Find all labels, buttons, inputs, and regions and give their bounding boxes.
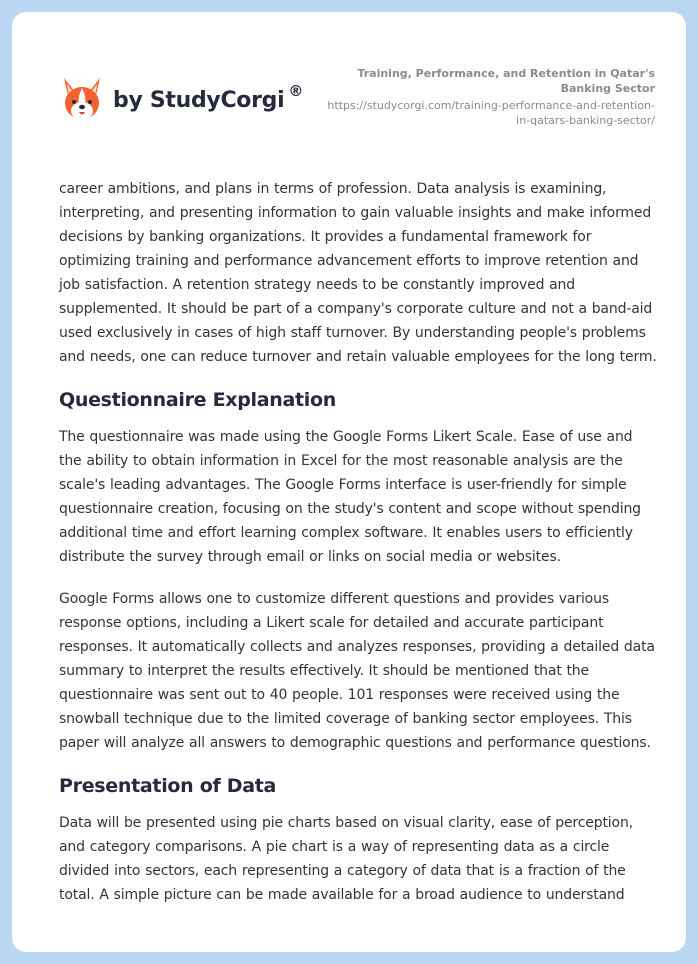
document-url-link[interactable]: https://studycorgi.com/training-performance-and-retention-in-qatars-banking-sector/ bbox=[327, 99, 655, 127]
section-heading-questionnaire: Questionnaire Explanation bbox=[59, 389, 336, 411]
studycorgi-logo[interactable] bbox=[60, 76, 303, 122]
body-paragraph: career ambitions, and plans in terms of profession. Data analysis is examining, interpreting, and presenting information to gain valuable insights and make informed decisions by banking organizations. It provides a fundamental framework for optimizing training and performance advancement efforts to improve retention and job satisfaction. A retention strategy needs to be constantly improved and supplemented. It should be part of a company's corporate culture and not a band-aid used exclusively in cases of high staff turnover. By understanding people's problems and needs, one can reduce turnover and retain valuable employees for the long term. bbox=[59, 181, 657, 365]
document-page bbox=[12, 12, 686, 952]
corgi-logo-icon bbox=[60, 76, 104, 122]
body-paragraph: The questionnaire was made using the Google Forms Likert Scale. Ease of use and the ability to obtain information in Excel for the most reasonable analysis are the scale's leading advantages. The Google Forms interface is user-friendly for simple questionnaire creation, focusing on the study's content and scope without spending additional time and effort learning complex software. It enables users to efficiently distribute the survey through email or links on social media or websites. bbox=[59, 429, 641, 565]
body-paragraph: Google Forms allows one to customize different questions and provides various response options, including a Likert scale for detailed and accurate participant responses. It automatically collects and analyzes responses, providing a detailed data summary to interpret the results effectively. It should be mentioned that the questionnaire was sent out to 40 people. 101 responses were received using the snowball technique due to the limited coverage of banking sector employees. This paper will analyze all answers to demographic questions and performance questions. bbox=[59, 591, 655, 751]
page-header bbox=[12, 12, 686, 152]
document-title: Training, Performance, and Retention in Qatar's Banking Sector bbox=[357, 67, 655, 95]
document-body bbox=[59, 177, 659, 925]
section-heading-presentation: Presentation of Data bbox=[59, 775, 277, 797]
registered-mark: ® bbox=[288, 81, 304, 100]
document-meta bbox=[315, 66, 655, 128]
body-paragraph: Data will be presented using pie charts based on visual clarity, ease of perception, and category comparisons. A pie chart is a way of representing data as a circle divided into sectors, each representing a category of data that is a fraction of the total. A simple picture can be made available for a broad audience to understand bbox=[59, 815, 633, 903]
brand-name: by StudyCorgi ® bbox=[113, 81, 304, 113]
